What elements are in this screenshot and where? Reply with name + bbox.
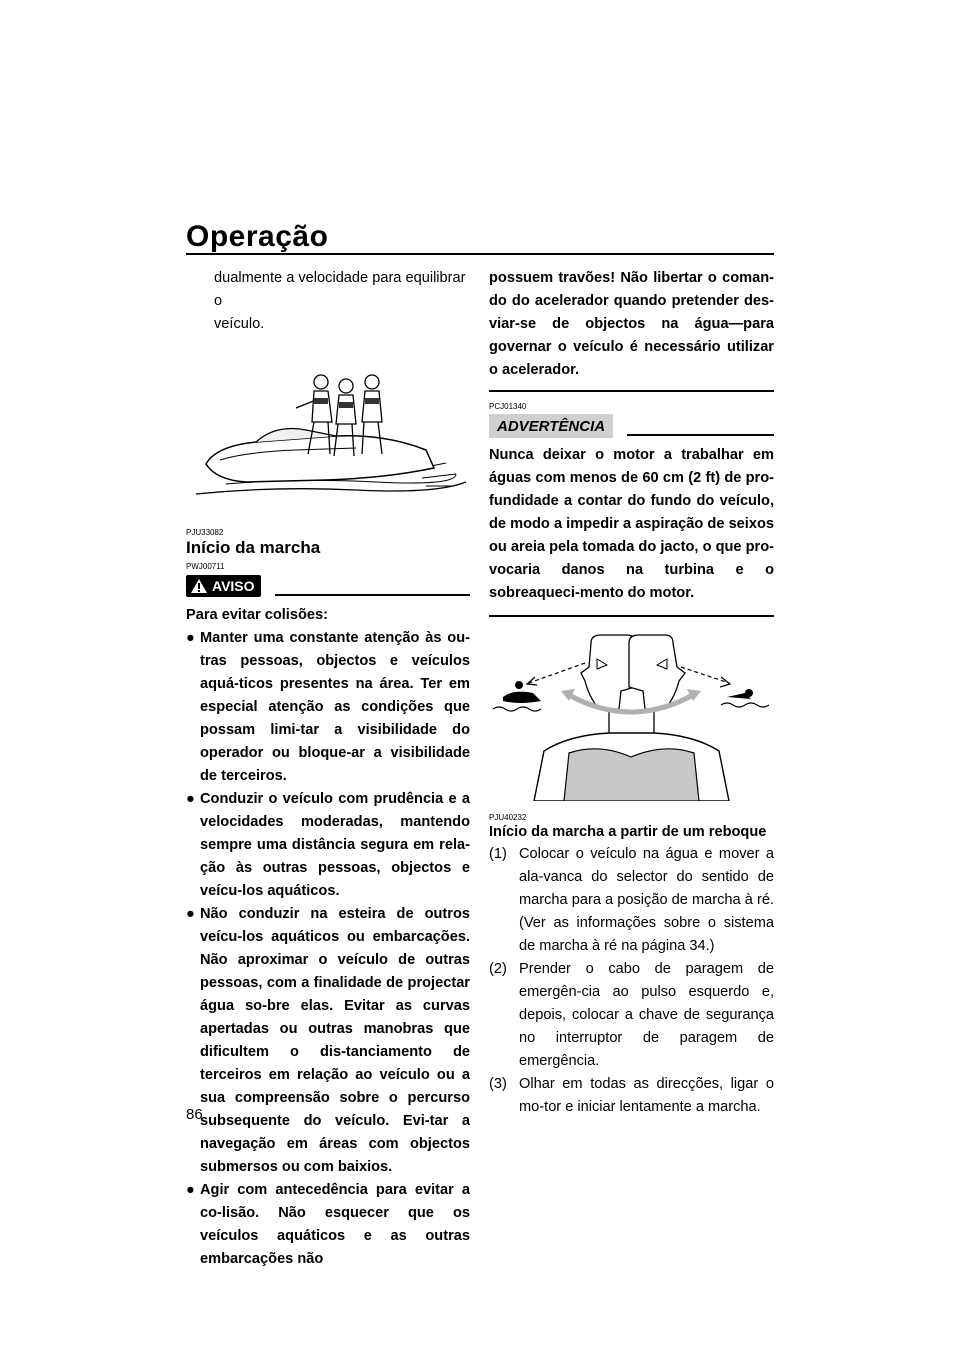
warning-triangle-icon — [190, 578, 208, 594]
warning-badge — [186, 575, 261, 597]
warning-intro: Para evitar colisões: — [186, 607, 328, 623]
look-around-illustration — [489, 631, 774, 801]
bullet-icon: ● — [186, 1182, 195, 1198]
caution-end-rule — [489, 615, 774, 617]
step-item: (3) Olhar em todas as direcções, ligar o mo-tor e iniciar lentamente a marcha. — [489, 1076, 774, 1115]
left-column — [186, 267, 470, 1271]
caution-header — [489, 414, 774, 438]
jet-ski-riders-illustration — [186, 364, 470, 514]
intro-line-2: veículo. — [214, 316, 265, 332]
right-column — [489, 267, 774, 1119]
bullet-icon: ● — [186, 906, 195, 922]
bullet-icon: ● — [186, 791, 195, 807]
section-title: Início da marcha — [186, 538, 321, 557]
caution-text: Nunca deixar o motor a trabalhar em águas com menos de 60 cm (2 ft) de pro-fundidade a contar do fundo do veículo, de modo a impedir a aspiração de seixos ou areia pela tomada do jacto, o que pro-vocaria danos na turbina e o sobreaqueci-mento do motor. — [489, 447, 774, 601]
warning-continued: possuem travões! Não libertar o coman-do do acelerador quando pretender des-viar-se de objectos na água—para governar o veículo é necessário utilizar o acelerador. — [489, 270, 774, 378]
subsection-code: PJU40232 — [489, 813, 527, 822]
warning-bullet: ● Manter uma constante atenção às ou-tras pessoas, objectos e veículos aquá-ticos presentes na área. Ter em especial atenção as condições que possam limi-tar a visibilidade do operador ou bloque-ar a visibilidade de terceiros. — [186, 627, 470, 788]
warning-header — [186, 574, 470, 598]
caution-header-rule — [627, 434, 774, 436]
bullet-icon: ● — [186, 630, 195, 646]
warning-code: PWJ00711 — [186, 562, 225, 571]
warning-bullet: ● Agir com antecedência para evitar a co-lisão. Não esquecer que os veículos aquáticos e as outras embarcações não — [186, 1179, 470, 1271]
caution-badge: ADVERTÊNCIA — [489, 414, 613, 438]
intro-line-1: dualmente a velocidade para equilibrar o — [214, 270, 466, 309]
page-number: 86 — [186, 1106, 203, 1123]
warning-label: AVISO — [212, 577, 255, 594]
step-item: (1) Colocar o veículo na água e mover a ala-vanca do selector do sentido de marcha para a posição de marcha à ré. (Ver as informações sobre o sistema de marcha à ré na página 34.) — [489, 846, 774, 954]
title-rule — [186, 253, 774, 255]
caution-code: PCJ01340 — [489, 402, 527, 411]
section-code: PJU33082 — [186, 528, 224, 537]
page-title: Operação — [186, 220, 329, 253]
step-item: (2) Prender o cabo de paragem de emergên-cia ao pulso esquerdo e, depois, colocar a chave de segurança no interruptor de paragem de emergência. — [489, 961, 774, 1069]
warning-end-rule — [489, 390, 774, 392]
warning-bullet: ● Conduzir o veículo com prudência e a velocidades moderadas, mantendo sempre uma distância segura em rela-ção às outras pessoas, objectos e veícu-los aquáticos. — [186, 788, 470, 903]
warning-header-rule — [275, 594, 470, 596]
warning-bullet: ● Não conduzir na esteira de outros veícu-los aquáticos ou embarcações. Não aproximar o veículo de outras pessoas, com a finalidade de projectar água so-bre elas. Evitar as curvas apertadas ou outras manobras que dificultem o dis-tanciamento de terceiros em relação ao veículo ou a sua compreensão sobre o percurso subsequente do veículo. Evi-tar a navegação em áreas com objectos submersos ou com baixios. — [186, 903, 470, 1179]
subsection-title: Início da marcha a partir de um reboque — [489, 824, 767, 840]
